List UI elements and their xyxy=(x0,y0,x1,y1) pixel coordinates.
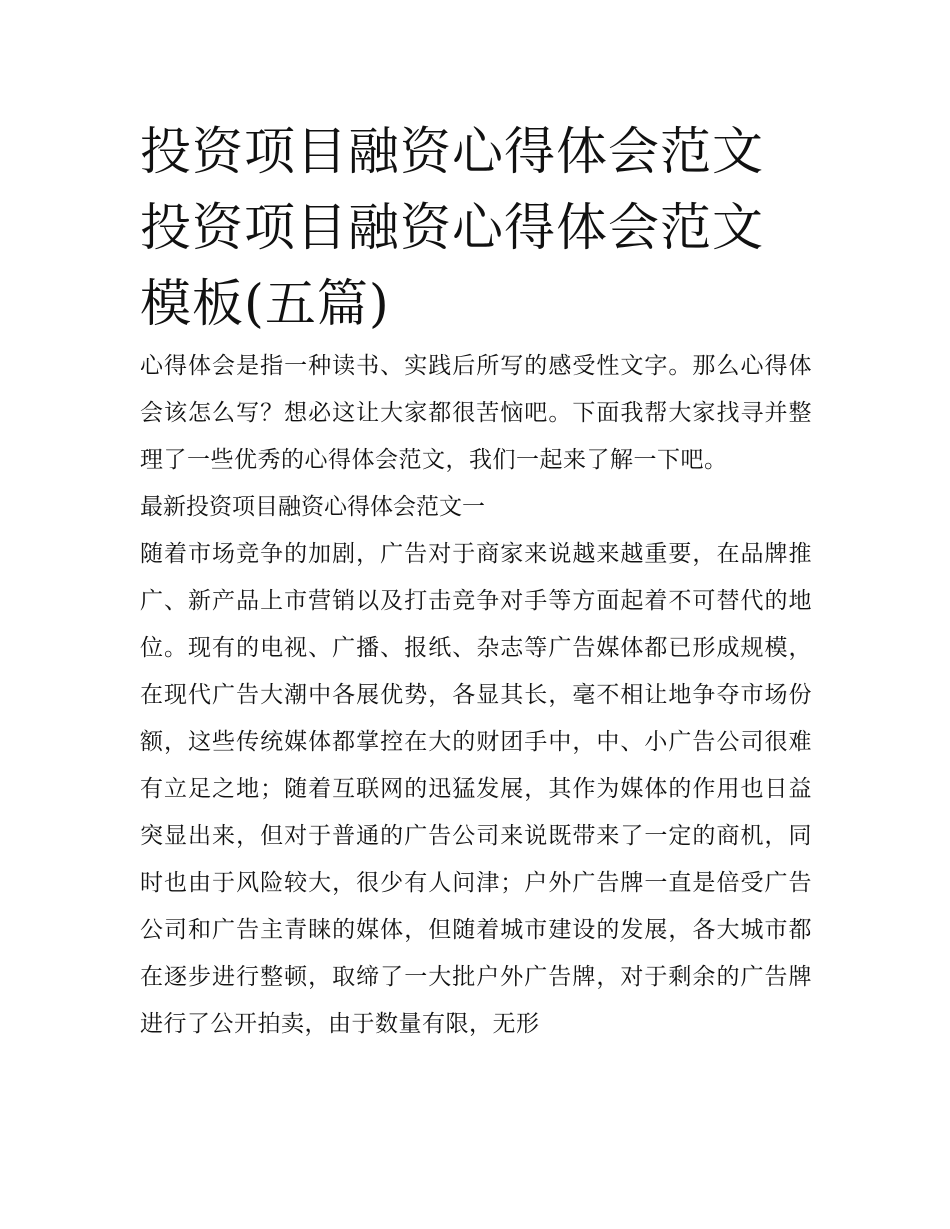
document-page xyxy=(140,115,812,1048)
document-title: 投资项目融资心得体会范文 投资项目融资心得体会范文模板(五篇) xyxy=(140,123,765,334)
section-heading: 最新投资项目融资心得体会范文一 xyxy=(140,494,485,520)
intro-paragraph: 心得体会是指一种读书、实践后所写的感受性文字。那么心得体会该怎么写？想必这让大家都很苦恼吧。下面我帮大家找寻并整理了一些优秀的心得体会范文，我们一起来了解一下吧。 xyxy=(140,353,812,473)
body-paragraph: 随着市场竞争的加剧，广告对于商家来说越来越重要，在品牌推广、新产品上市营销以及打击竞争对手等方面起着不可替代的地位。现有的电视、广播、报纸、杂志等广告媒体都已形成规模，在现代广告大潮中各展优势，各显其长，毫不相让地争夺市场份额，这些传统媒体都掌控在大的财团手中，中、小广告公司很难有立足之地；随着互联网的迅猛发展，其作为媒体的作用也日益突显出来，但对于普通的广告公司来说既带来了一定的商机，同时也由于风险较大，很少有人问津；户外广告牌一直是倍受广告公司和广告主青睐的媒体，但随着城市建设的发展，各大城市都在逐步进行整顿，取缔了一大批户外广告牌，对于剩余的广告牌进行了公开拍卖，由于数量有限，无形 xyxy=(140,541,812,1037)
